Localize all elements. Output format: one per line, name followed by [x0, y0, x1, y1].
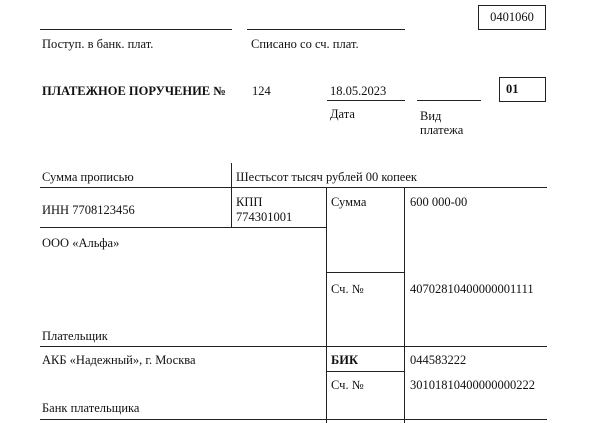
payer-status-box [499, 77, 546, 102]
amount-words-bottom-line [40, 187, 547, 188]
payer-bank-account-value: 30101810400000000222 [410, 378, 535, 392]
date-underline [327, 100, 405, 101]
order-number: 124 [252, 84, 271, 98]
inn-kpp-divider [231, 187, 232, 227]
sum-value: 600 000-00 [410, 195, 468, 209]
payer-bank-bottom-line [40, 419, 547, 420]
payer-bank-name: АКБ «Надежный», г. Москва [42, 353, 196, 367]
payment-type-label-line1: Вид [420, 109, 442, 123]
payer-account-label: Сч. № [331, 282, 364, 296]
payer-role-label: Плательщик [42, 329, 108, 343]
kpp-label: КПП [236, 195, 263, 209]
payment-type-underline [417, 100, 481, 101]
form-code: 0401060 [490, 10, 534, 24]
amount-words-divider [231, 163, 232, 188]
date-label: Дата [330, 107, 355, 121]
payment-type-label-line2: платежа [420, 123, 464, 137]
received-date-line [40, 29, 232, 30]
received-label: Поступ. в банк. плат. [42, 37, 154, 51]
kpp-value: 774301001 [236, 210, 293, 224]
debited-date-line [247, 29, 405, 30]
payer-account-value: 40702810400000001111 [410, 282, 534, 296]
payer-inn: ИНН 7708123456 [42, 203, 135, 217]
payer-section-bottom-line [40, 346, 547, 347]
debited-label: Списано со сч. плат. [251, 37, 359, 51]
form-code-box [478, 5, 546, 30]
sum-row-bottom-line [326, 272, 405, 273]
payer-bank-account-label: Сч. № [331, 378, 364, 392]
amount-words-label: Сумма прописью [42, 170, 134, 184]
payer-status: 01 [506, 82, 519, 96]
bik-value: 044583222 [410, 353, 467, 367]
order-date: 18.05.2023 [330, 84, 387, 98]
bik-row-bottom-line [326, 371, 405, 372]
amount-words-value: Шестьсот тысяч рублей 00 копеек [236, 170, 417, 184]
sum-label: Сумма [331, 195, 367, 209]
payer-name: ООО «Альфа» [42, 236, 120, 250]
label-column-left-border [326, 187, 327, 423]
payment-order-title: ПЛАТЕЖНОЕ ПОРУЧЕНИЕ № [42, 84, 226, 98]
bik-label: БИК [331, 353, 359, 367]
value-column-left-border [404, 187, 405, 423]
inn-row-bottom-line [40, 227, 326, 228]
payer-bank-role-label: Банк плательщика [42, 401, 140, 415]
